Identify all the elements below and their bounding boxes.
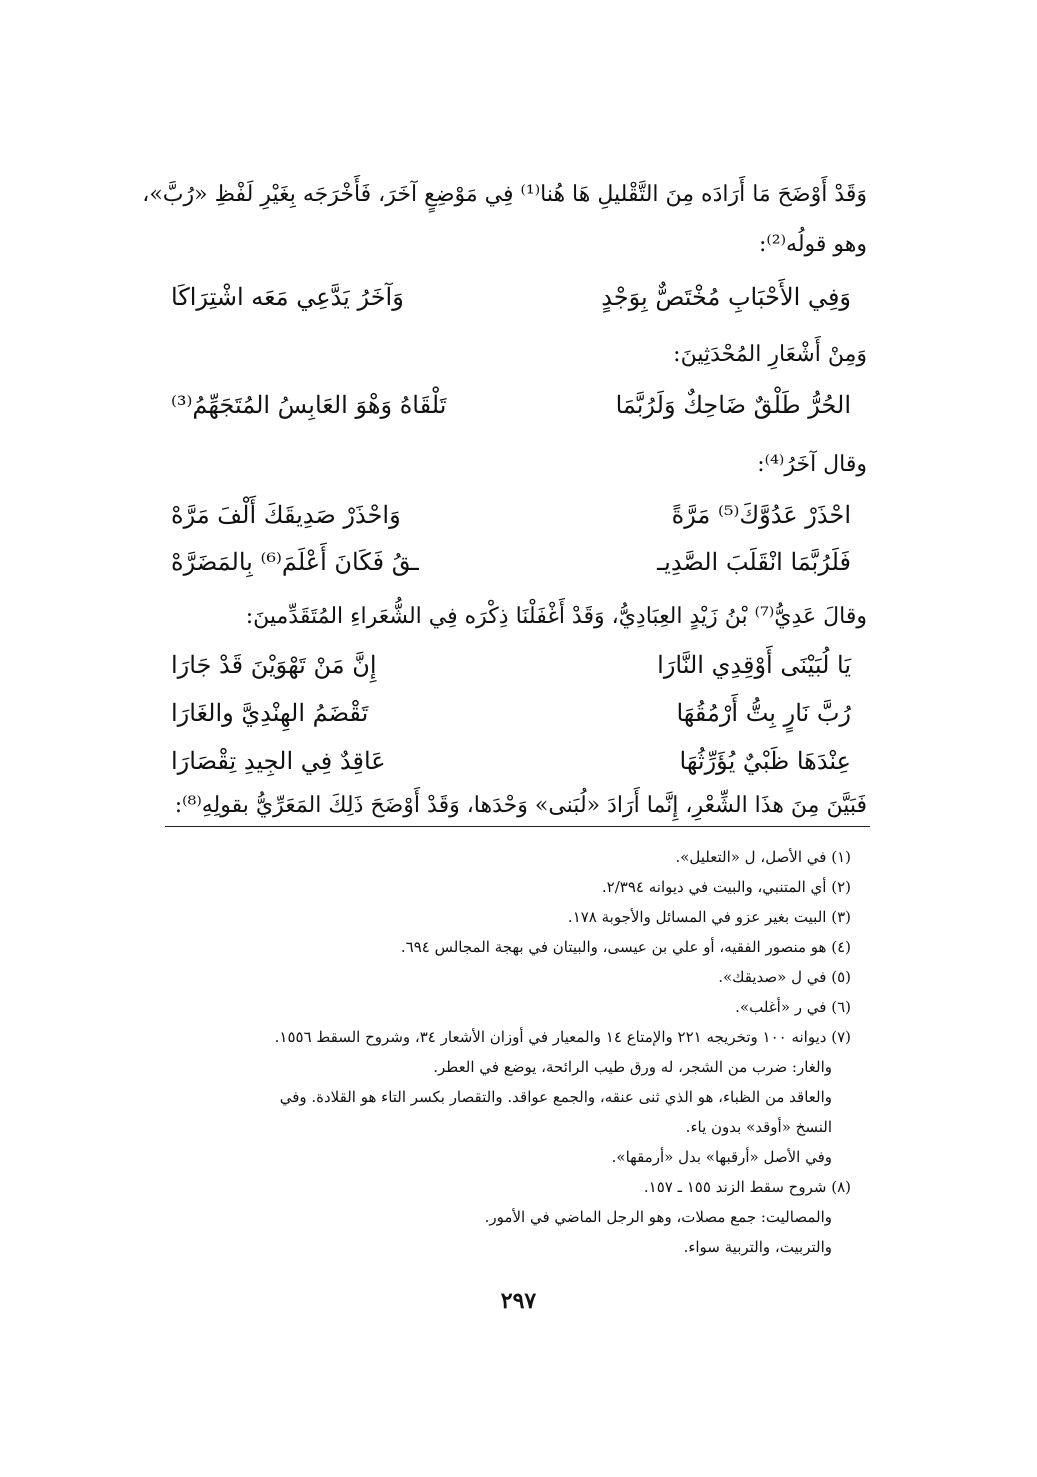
verse-1-second-hemistich: وَآخَرُ يَدَّعِي مَعَه اشْتِرَاكَا [171,283,404,311]
body-paragraph-1-line-1: وَقَدْ أَوْضَحَ مَا أَرَادَه مِنَ التَّقْليلِ هَا هُنا⁽¹⁾ فِي مَوْضِعٍ آخَرَ، فَأَخْرَجَه بِغَيْرِ لَفْظِ «رُبَّ»، [142,182,867,207]
footnote-separator [165,826,870,827]
verse-5-second-hemistich: إِنَّ مَنْ تَهْوَيْنَ قَدْ جَارَا [171,651,377,679]
body-paragraph-5: فَبَيَّنَ مِنَ هذَا الشِّعْرِ، إِنَّما أَرَادَ «لُبَنى» وَحْدَها، وَقَدْ أَوْضَحَ ذَلِكَ المَعَرِّيُّ بقولِهِ⁽⁸⁾: [174,793,867,818]
body-paragraph-2: وَمِنْ أَشْعَارِ المُحْدَثِينَ: [673,342,867,367]
footnote-1: (١) في الأصل، ل «التعليل». [675,848,851,866]
verse-3 [171,490,851,540]
verse-6-second-hemistich: تَقْضَمُ الهِنْدِيَّ والغَارَا [171,699,369,727]
footnote-2: (٢) أي المتنبي، والبيت في ديوانه ٢/٣٩٤. [601,878,851,896]
verse-4 [171,537,851,587]
footnote-7: (٧) ديوانه ١٠٠ وتخريجه ٢٢١ والإمتاع ١٤ والمعيار في أوزان الأشعار ٣٤، وشروح السقط ١٥٥٦. [274,1028,851,1046]
body-paragraph-1-line-2: وهو قولُه⁽²⁾: [758,232,867,257]
footnote-5: (٥) في ل «صديقك». [718,968,851,986]
footnote-8: (٨) شروح سقط الزند ١٥٥ ـ ١٥٧. [643,1178,851,1196]
footnote-7-continuation: والعاقد من الظباء، هو الذي ثنى عنقه، والجمع عواقد. والتقصار بكسر التاء هو القلادة. وفي [279,1088,832,1106]
body-paragraph-4: وقالَ عَدِيُّ⁽⁷⁾ بْنُ زَيْدٍ العِبَادِيُّ، وَقَدْ أَغْفَلْنَا ذِكْرَه فِي الشُّعَراءِ المُتَقَدِّمينَ: [245,604,867,629]
page-number: ٢٩٧ [500,1288,537,1314]
body-paragraph-3: وقال آخَرُ⁽⁴⁾: [757,452,867,477]
verse-3-first-hemistich: احْذَرْ عَدُوَّكَ⁽⁵⁾ مَرَّةً [671,501,851,529]
verse-2-second-hemistich: تَلْقَاهُ وَهْوَ العَابِسُ المُتَجَهِّمُ⁽³⁾ [171,391,447,419]
footnote-8-continuation: والمصاليت: جمع مصلات، وهو الرجل الماضي في الأمور. [484,1208,832,1226]
verse-1-first-hemistich: وَفِي الأَحْبَابِ مُخْتَصٌّ بِوَجْدٍ [601,283,851,311]
verse-7-first-hemistich: عِنْدَهَا ظَبْيٌ يُؤَرِّثُهَا [679,747,851,775]
verse-6 [171,688,851,738]
verse-5-first-hemistich: يَا لُبَيْنَى أَوْقِدِي النَّارَا [657,651,851,679]
verse-5 [171,640,851,690]
footnote-7-continuation: والغار: ضرب من الشجر، له ورق طيب الرائحة، يوضع في العطر. [433,1058,832,1076]
verse-1 [171,272,851,322]
verse-4-second-hemistich: ـقُ فَكَانَ أَعْلَمَ⁽⁶⁾ بِالمَضَرَّهْ [171,548,419,576]
verse-3-second-hemistich: وَاحْذَرْ صَدِيقَكَ أَلْفَ مَرَّهْ [171,501,401,529]
verse-7-second-hemistich: عَاقِدٌ فِي الجِيدِ تِقْصَارَا [171,747,386,775]
verse-4-first-hemistich: فَلَرُبَّمَا انْقَلَبَ الصَّدِيـ [657,548,851,576]
footnote-3: (٣) البيت بغير عزو في المسائل والأجوبة ١٧٨. [567,908,851,926]
verse-7 [171,736,851,786]
verse-2-first-hemistich: الحُرُّ طَلْقٌ ضَاحِكٌ وَلَرُبَّمَا [615,391,851,419]
footnote-8-continuation: والتربيت، والتربية سواء. [683,1238,832,1256]
verse-2 [171,380,851,430]
footnote-6: (٦) في ر «أغلب». [735,998,851,1016]
footnote-4: (٤) هو منصور الفقيه، أو علي بن عيسى، والبيتان في بهجة المجالس ٦٩٤. [400,938,851,956]
footnote-7-continuation: وفي الأصل «أرقبها» بدل «أرمقها». [611,1148,832,1166]
verse-6-first-hemistich: رُبَّ نَارٍ بِتُّ أَرْمُقُهَا [676,699,851,727]
footnote-7-continuation: النسخ «أوقد» بدون ياء. [685,1118,832,1136]
